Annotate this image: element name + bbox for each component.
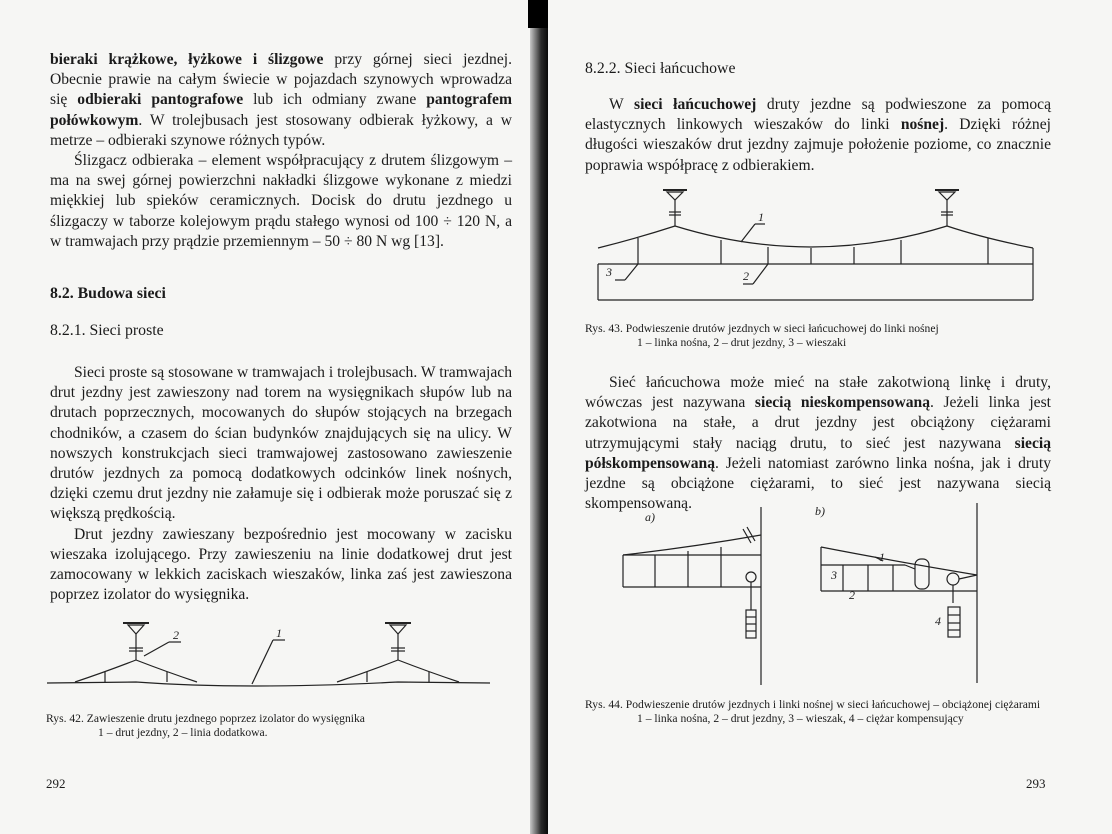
contact-wire bbox=[47, 682, 490, 686]
paragraph-compensation: Sieć łańcuchowa może mieć na stałe zakotwioną linkę i druty, wówczas jest nazywana siecią nieskompensowaną. Jeżeli linka jest zakotwiona na stałe, a drut jezdny jest obciążony ciężarami utrzymującymi stały naciąg drutu, to sieć jest nazywana siecią półskompensowaną. Jeżeli natomiast zarówno linka nośna, jak i druty jezdne są obciążone ciężarami, to sieć jest nazywana siecią skompensowaną. bbox=[585, 374, 1051, 513]
paragraph-catenary: W sieci łańcuchowej druty jezdne są podwieszone za pomocą elastycznych linkowych wieszaków do linki nośnej. Dzięki różnej długości wieszaków drut jezdny zajmuje położenie poziome, co znacznie poprawia współpracę z odbierakiem. bbox=[585, 96, 1051, 174]
figure-43-caption: Rys. 43. Podwieszenie drutów jezdnych w sieci łańcuchowej do linki nośnej 1 – linka nośna, 2 – drut jezdny, 3 – wieszaki bbox=[585, 322, 1065, 350]
figure-43-legend: 1 – linka nośna, 2 – drut jezdny, 3 – wieszaki bbox=[637, 336, 847, 349]
figure-44-legend: 1 – linka nośna, 2 – drut jezdny, 3 – wieszak, 4 – ciężar kompensujący bbox=[637, 712, 964, 725]
fig44-label-2: 2 bbox=[849, 588, 855, 602]
fig44-label-3: 3 bbox=[831, 568, 837, 582]
auxiliary-line bbox=[75, 660, 197, 682]
figure-44-caption: Rys. 44. Podwieszenie drutów jezdnych i linki nośnej w sieci łańcuchowej – obciążonej ciężarami 1 – linka nośna, 2 – drut jezdny, 3 – wieszak, 4 – ciężar kompensujący bbox=[585, 698, 1055, 726]
mast-left bbox=[663, 190, 687, 226]
fig44-label-1: 1 bbox=[879, 550, 885, 564]
right-bottom-text bbox=[585, 373, 1051, 514]
figure-42-legend: 1 – drut jezdny, 2 – linia dodatkowa. bbox=[98, 726, 268, 739]
mast-right bbox=[385, 623, 411, 660]
fig42-label-2: 2 bbox=[173, 628, 179, 642]
section-heading-8-2: 8.2. Budowa sieci bbox=[50, 285, 166, 302]
fig43-label-1: 1 bbox=[758, 210, 764, 224]
right-top-text bbox=[585, 95, 1051, 176]
mast-left bbox=[123, 623, 149, 660]
page-number-right: 293 bbox=[1026, 776, 1046, 791]
left-bottom-text bbox=[50, 363, 512, 605]
fig44-label-a: a) bbox=[645, 510, 655, 524]
section-heading-8-2-2: 8.2.2. Sieci łańcuchowe bbox=[585, 60, 736, 77]
figure-44a bbox=[623, 507, 761, 685]
section-heading-8-2-1: 8.2.1. Sieci proste bbox=[50, 322, 164, 339]
fig43-label-3: 3 bbox=[606, 265, 612, 279]
fig44-label-4: 4 bbox=[935, 614, 941, 628]
messenger-wire bbox=[598, 226, 1033, 248]
paragraph-suspension: Drut jezdny zawieszany bezpośrednio jest mocowany w zacisku wieszaka izolującego. Przy zawieszeniu na linie dodatkowej drut jest zamocowany w lekkich zaciskach wieszaków, linka zaś jest zawieszona poprzez izolator do wysięgnika. bbox=[50, 525, 512, 604]
left-top-text bbox=[50, 50, 512, 252]
right-page bbox=[548, 0, 1112, 834]
paragraph-simple-networks: Sieci proste są stosowane w tramwajach i trolejbusach. W tramwajach drut jezdny jest zawieszony nad torem na wysięgnikach słupów lub na drutach poprzecznych, mocowanych do słupów stojących na brzegach chodników, a czasem do ścian budynków znajdujących się na ulicy. W nowszych konstrukcjach sieci tramwajowej zastosowano zawieszenie drutów jezdnych za pomocą dodatkowych odcinków linek nośnych, dzięki czemu drut jezdny nie załamuje się i odbierak może poruszać się z większą prędkością. bbox=[50, 364, 512, 523]
paragraph-pickups: bieraki krążkowe, łyżkowe i ślizgowe przy górnej sieci jezdnej. Obecnie prawie na całym świecie w pojazdach szynowych wprowadza się odbieraki pantografowe lub ich odmiany zwane pantografem połówkowym. W trolejbusach jest stosowany odbierak łyżkowy, a w metrze – odbieraki szynowe różnych typów. bbox=[50, 51, 512, 149]
figure-43-diagram bbox=[593, 188, 1043, 308]
fig43-label-2: 2 bbox=[743, 269, 749, 283]
mast-right bbox=[935, 190, 959, 226]
fig42-label-1: 1 bbox=[276, 626, 282, 640]
figure-44b bbox=[821, 503, 977, 683]
page-number-left: 292 bbox=[46, 776, 66, 791]
left-page bbox=[0, 0, 532, 834]
auxiliary-line-right bbox=[337, 660, 459, 682]
figure-42-caption: Rys. 42. Zawieszenie drutu jezdnego poprzez izolator do wysięgnika 1 – drut jezdny, 2 – linia dodatkowa. bbox=[46, 712, 516, 740]
paragraph-slider: Ślizgacz odbieraka – element współpracujący z drutem ślizgowym – ma na swej górnej powierzchni nakładki ślizgowe wykonane z miedzi miękkiej lub spieków ceramicznych. Docisk do drutu jezdnego u ślizgaczy w taborze kolejowym prądu stałego wynosi od 100 ÷ 120 N, a w tramwajach przy prądzie przemiennym – 50 ÷ 80 N wg [13]. bbox=[50, 152, 512, 250]
figure-44-diagram bbox=[593, 495, 1053, 695]
fig44-label-b: b) bbox=[815, 504, 825, 518]
book-gutter bbox=[530, 0, 550, 834]
figure-42-diagram bbox=[45, 620, 515, 700]
